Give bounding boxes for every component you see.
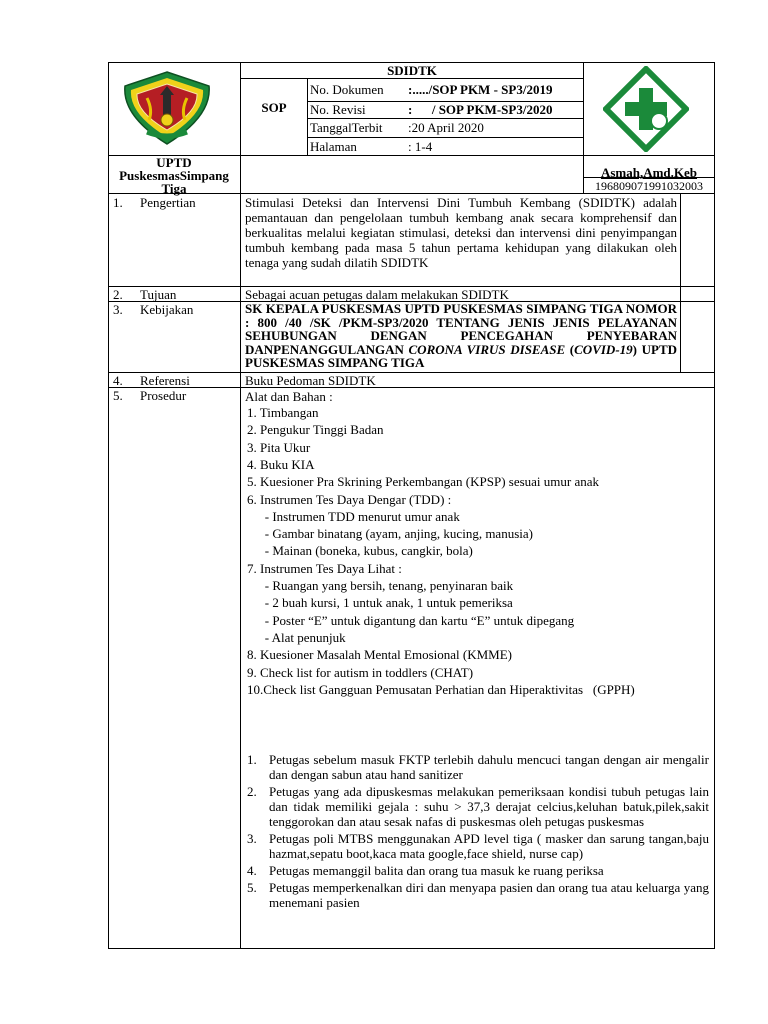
tools-item: 10.Check list Gangguan Pemusatan Perhatian dan Hiperaktivitas (GPPH) xyxy=(247,681,635,697)
kebijakan-text-main: SK KEPALA PUSKESMAS UPTD PUSKESMAS SIMPANG TIGA NOMOR : 800 /40 /SK /PKM-SP3/2020 TENTANG JENIS JENIS PELAYANAN SEHUBUNGAN DENGAN PENCEGAHAN PENYEBARAN DANPENANGGULANGAN xyxy=(245,301,677,357)
procedure-step xyxy=(247,863,709,878)
tujuan-text: Sebagai acuan petugas dalam melakukan SDIDTK xyxy=(245,287,509,302)
step-number: 3. xyxy=(247,831,257,846)
section-pengertian-label xyxy=(113,195,196,210)
kebijakan-text-paren: ( xyxy=(569,341,575,357)
pengertian-text: Stimulasi Deteksi dan Intervensi Dini Tumbuh Kembang (SDIDTK) adalah pemantauan dan pengelolaan tumbuh kembang anak secara komprehensif dan berkualitas melalui kegiatan stimulasi, deteksi dan intervensi dini penyimpangan tumbuh kembang pada masa 5 tahun pertama kehidupan yang dilakukan oleh tenaga yang sudah dilatih SDIDTK xyxy=(245,195,677,270)
field-label: TanggalTerbit xyxy=(310,120,383,135)
section-number: 4. xyxy=(113,373,123,388)
document-title: SDIDTK xyxy=(387,63,437,78)
field-label: No. Revisi xyxy=(310,102,366,117)
field-value: :...../SOP PKM - SP3/2019 xyxy=(408,82,553,97)
tools-item: - Gambar binatang (ayam, anjing, kucing, manusia) xyxy=(255,526,533,542)
section-title: Kebijakan xyxy=(140,302,194,317)
field-tanggal-terbit xyxy=(310,120,582,138)
signer-name: Asmah,Amd.Keb xyxy=(600,165,698,180)
table-border-right xyxy=(714,62,715,949)
step-number: 1. xyxy=(247,752,257,767)
signer-nip: 196809071991032003 xyxy=(595,179,703,193)
tools-item: 8. Kuesioner Masalah Mental Emosional (KMME) xyxy=(247,647,513,663)
row-line-title xyxy=(240,78,583,79)
procedure-steps xyxy=(247,752,709,910)
referensi-text: Buku Pedoman SDIDTK xyxy=(245,373,376,388)
step-number: 2. xyxy=(247,784,257,799)
puskesmas-logo xyxy=(603,66,689,152)
tools-item: 4. Buku KIA xyxy=(247,456,315,472)
tools-item: - Mainan (boneka, kubus, cangkir, bola) xyxy=(255,543,473,559)
field-value: : 1-4 xyxy=(408,139,433,154)
inner-cell-right-border xyxy=(680,193,681,372)
step-number: 4. xyxy=(247,863,257,878)
kebijakan-text-covid: COVID-19 xyxy=(574,341,633,357)
kebijakan-text-italic: CORONA VIRUS DISEASE xyxy=(408,341,566,357)
tools-item: - 2 buah kursi, 1 untuk anak, 1 untuk pemeriksa xyxy=(255,595,513,611)
field-label: No. Dokumen xyxy=(310,82,384,97)
section-kebijakan-label xyxy=(113,302,193,317)
section-number: 3. xyxy=(113,302,123,317)
field-value: : / SOP PKM-SP3/2020 xyxy=(408,102,553,117)
tools-item: 3. Pita Ukur xyxy=(247,439,311,455)
step-number: 5. xyxy=(247,880,257,895)
section-number: 1. xyxy=(113,195,123,210)
tools-item: 6. Instrumen Tes Daya Dengar (TDD) : xyxy=(247,491,452,507)
org-name: UPTD PuskesmasSimpang Tiga xyxy=(119,155,229,196)
step-text: Petugas poli MTBS menggunakan APD level tiga ( masker dan sarung tangan,baju hazmat,sepatu boot,kaca mata google,face shield, nurse cap) xyxy=(269,831,709,861)
health-cross-icon xyxy=(603,66,689,152)
tools-item: - Instrumen TDD menurut umur anak xyxy=(255,508,460,524)
column-divider-1 xyxy=(240,62,241,949)
tools-item: 9. Check list for autism in toddlers (CHAT) xyxy=(247,664,474,680)
procedure-step xyxy=(247,831,709,861)
section-title: Prosedur xyxy=(140,388,187,403)
row-line-kebijakan xyxy=(108,372,715,373)
step-text: Petugas sebelum masuk FKTP terlebih dahulu mencuci tangan dengan air mengalir dan dengan sabun atau hand sanitizer xyxy=(269,752,709,782)
table-border-left xyxy=(108,62,109,949)
field-halaman xyxy=(310,139,582,157)
tools-item: 1. Timbangan xyxy=(247,405,319,420)
logo xyxy=(117,68,217,148)
procedure-step xyxy=(247,880,709,910)
step-text: Petugas memperkenalkan diri dan menyapa pasien dan orang tua atau keluarga yang menemani pasien xyxy=(269,880,709,910)
tools-heading: Alat dan Bahan : xyxy=(245,389,333,404)
section-title: Tujuan xyxy=(140,287,177,302)
tools-item: 2. Pengukur Tinggi Badan xyxy=(247,422,384,438)
section-title: Pengertian xyxy=(140,195,196,210)
section-title: Referensi xyxy=(140,373,190,388)
section-tujuan-label xyxy=(113,287,176,302)
section-number: 5. xyxy=(113,388,123,403)
section-number: 2. xyxy=(113,287,123,302)
tools-item: 5. Kuesioner Pra Skrining Perkembangan (KPSP) sesuai umur anak xyxy=(247,474,600,490)
tools-item: 7. Instrumen Tes Daya Lihat : xyxy=(247,560,402,576)
sop-label: SOP xyxy=(261,100,287,115)
column-divider-sop xyxy=(307,78,308,156)
procedure-step xyxy=(247,752,709,782)
section-referensi-label xyxy=(113,373,190,388)
field-value: :20 April 2020 xyxy=(408,120,484,135)
kebijakan-text-end: ) UPTD PUSKESMAS SIMPANG TIGA xyxy=(245,341,677,371)
tools-item: - Ruangan yang bersih, tenang, penyinaran baik xyxy=(255,578,514,593)
tools-item: - Alat penunjuk xyxy=(255,629,346,645)
regency-emblem-icon xyxy=(117,68,217,148)
kebijakan-text xyxy=(245,302,677,370)
field-no-revisi xyxy=(310,102,582,120)
table-border-bottom xyxy=(108,948,715,949)
tools-item: - Poster “E” untuk digantung dan kartu “E” untuk dipegang xyxy=(255,612,575,628)
field-no-dokumen xyxy=(310,82,582,100)
row-line-referensi xyxy=(108,387,715,388)
step-text: Petugas yang ada dipuskesmas melakukan pemeriksaan kondisi tubuh petugas lain dan tidak memiliki gejala : suhu > 37,3 derajat celcius,keluhan batuk,pilek,sakit tenggorokan dan atau sesak nafas di puskesmas oleh petugas puskesmas xyxy=(269,784,709,829)
step-text: Petugas memanggil balita dan orang tua masuk ke ruang periksa xyxy=(269,863,604,878)
procedure-step xyxy=(247,784,709,829)
section-prosedur-label xyxy=(113,388,186,403)
field-label: Halaman xyxy=(310,139,357,154)
